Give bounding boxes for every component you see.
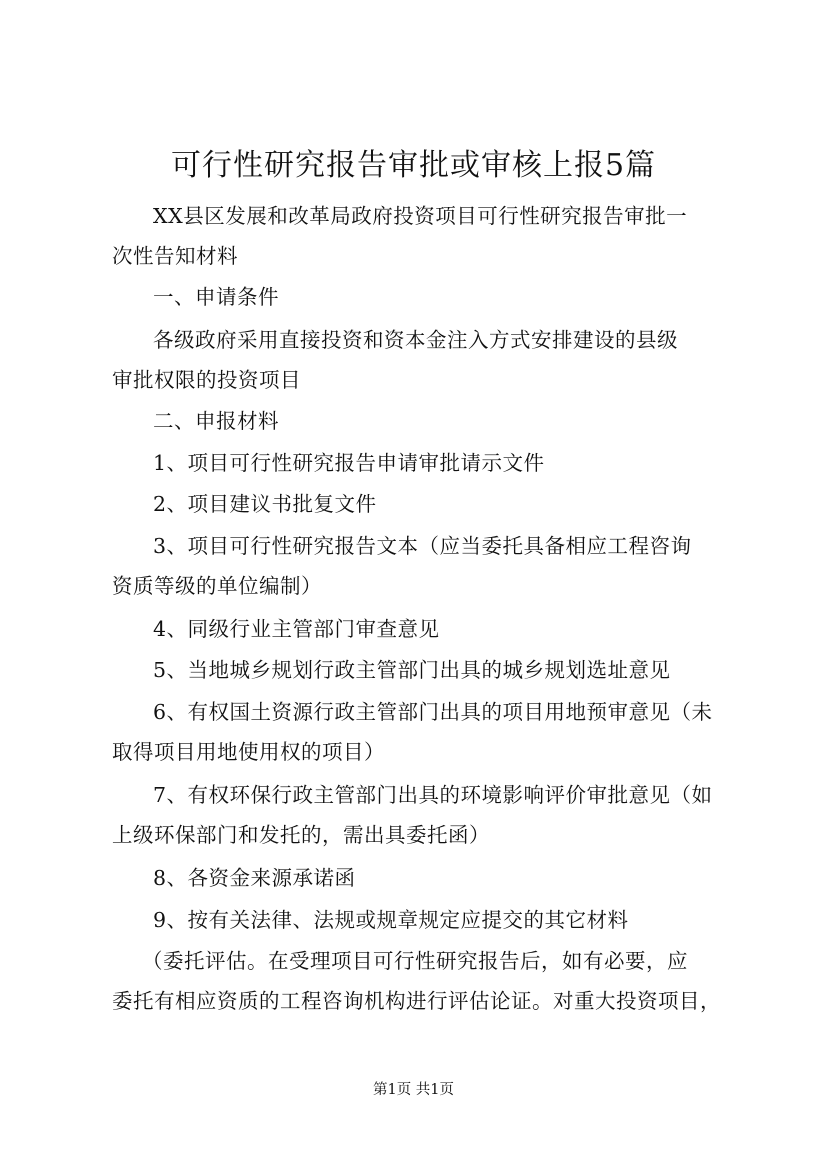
section-heading	[112, 277, 724, 317]
list-item-text: 2、项目建议书批复文件	[153, 492, 377, 516]
paragraph-line: XX县区发展和改革局政府投资项目可行性研究报告审批一	[153, 204, 688, 228]
list-item	[112, 650, 724, 690]
list-item-text: 3、项目可行性研究报告文本（应当委托具备相应工程咨询	[153, 534, 692, 558]
list-item	[112, 609, 724, 649]
list-item-text: 1、项目可行性研究报告申请审批请示文件	[153, 451, 545, 475]
list-item	[112, 775, 724, 855]
list-item-text: 7、有权环保行政主管部门出具的环境影响评价审批意见（如	[153, 783, 713, 807]
list-item	[112, 443, 724, 483]
list-item	[112, 526, 724, 606]
body-text	[112, 941, 724, 1021]
list-item-text: 上级环保部门和发托的，需出具委托函）	[112, 823, 490, 847]
list-item-text: 5、当地城乡规划行政主管部门出具的城乡规划选址意见	[153, 658, 671, 682]
heading-line: 一、申请条件	[153, 285, 279, 309]
page-footer: 第1页 共1页	[372, 1082, 455, 1098]
heading-line: 二、申报材料	[153, 409, 279, 433]
document-title: 可行性研究报告审批或审核上报5篇	[170, 148, 657, 183]
paragraph-line: （委托评估。在受理项目可行性研究报告后，如有必要，应	[142, 949, 688, 973]
section-heading	[112, 401, 724, 441]
paragraph-line: 各级政府采用直接投资和资本金注入方式安排建设的县级	[153, 328, 678, 352]
list-item-text: 6、有权国土资源行政主管部门出具的项目用地预审意见（未	[153, 700, 713, 724]
body-text	[112, 196, 724, 276]
list-item-text: 9、按有关法律、法规或规章规定应提交的其它材料	[153, 908, 629, 932]
paragraph-line: 审批权限的投资项目	[112, 368, 301, 392]
paragraph-line: 委托有相应资质的工程咨询机构进行评估论证。对重大投资项目，	[112, 989, 721, 1013]
list-item-text: 取得项目用地使用权的项目）	[112, 740, 385, 764]
list-item-text: 资质等级的单位编制）	[112, 574, 322, 598]
list-item-text: 8、各资金来源承诺函	[153, 866, 356, 890]
list-item	[112, 900, 724, 940]
paragraph-line: 次性告知材料	[112, 244, 238, 268]
list-item-text: 4、同级行业主管部门审查意见	[153, 617, 440, 641]
body-text	[112, 320, 724, 400]
list-item	[112, 484, 724, 524]
list-item	[112, 692, 724, 772]
list-item	[112, 858, 724, 898]
